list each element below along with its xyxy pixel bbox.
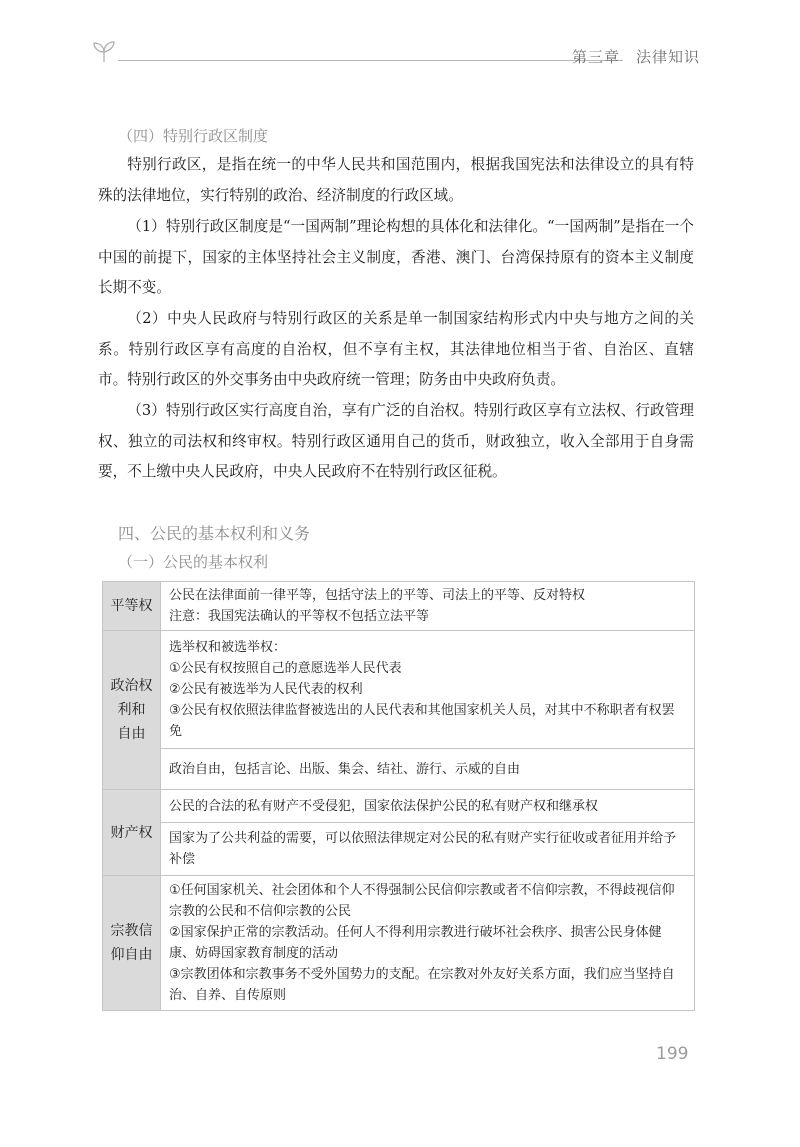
category-line: 仰自由: [110, 947, 153, 963]
chapter-title: 法律知识: [635, 48, 700, 66]
running-header: [100, 38, 700, 68]
religion-item: ②国家保护正常的宗教活动。任何人不得利用宗教进行破坏社会秩序、损害公民身体健康、妨碍国家教育制度的活动: [169, 925, 662, 961]
paragraph-sar-point-1: （1）特别行政区制度是“一国两制”理论构想的具体化和法律化。“一国两制”是指在一个中国的前提下，国家的主体坚持社会主义制度，香港、澳门、台湾保持原有的资本主义制度长期不变。: [98, 218, 694, 296]
chapter-label: [572, 46, 700, 67]
chapter-number: 第三章: [571, 48, 620, 66]
paragraph-sar-point-3: （3）特别行政区实行高度自治，享有广泛的自治权。特别行政区享有立法权、行政管理权、独立的司法权和终审权。特别行政区通用自己的货币，财政独立，收入全部用于自身需要，不上缴中央人民政府，中央人民政府不在特别行政区征税。: [98, 402, 694, 480]
election-rights-title: 选举权和被选举权：: [169, 640, 287, 655]
property-expropriation-description: 国家为了公共利益的需要，可以依照法律规定对公民的私有财产实行征收或者征用并给予补偿: [161, 823, 695, 876]
table-row: [103, 631, 695, 749]
category-line: 自由: [117, 726, 146, 742]
paragraph-sar-point-2: （2）中央人民政府与特别行政区的关系是单一制国家结构形式内中央与地方之间的关系。特别行政区享有高度的自治权，但不享有主权，其法律地位相当于省、自治区、直辖市。特别行政区的外交事务由中央政府统一管理；防务由中央政府负责。: [98, 310, 694, 388]
election-rights-item: ①公民有权按照自己的意愿选举人民代表: [169, 661, 402, 676]
election-rights-description: [161, 631, 695, 749]
category-property: 财产权: [103, 790, 161, 876]
table-row: [103, 749, 695, 790]
religion-item: ③宗教团体和宗教事务不受外国势力的支配。在宗教对外友好关系方面，我们应当坚持自治、自养、自传原则: [169, 967, 675, 1003]
election-rights-item: ③公民有权依照法律监督被选出的人民代表和其他国家机关人员，对其中不称职者有权罢免: [169, 703, 675, 739]
table-row: [103, 790, 695, 823]
header-rule: [118, 60, 623, 61]
category-line: 政治权: [110, 678, 153, 694]
category-line: 宗教信: [110, 923, 153, 939]
equality-line: 公民在法律面前一律平等，包括守法上的平等、司法上的平等、反对特权: [169, 588, 586, 603]
table-row: [103, 823, 695, 876]
political-freedom-description: 政治自由，包括言论、出版、集会、结社、游行、示威的自由: [161, 749, 695, 790]
page-number: 199: [656, 1044, 689, 1064]
paragraph-sar-definition: 特别行政区，是指在统一的中华人民共和国范围内，根据我国宪法和法律设立的具有特殊的法律地位，实行特别的政治、经济制度的行政区域。: [98, 156, 694, 204]
subsection-heading-sar: （四）特别行政区制度: [118, 127, 269, 145]
basic-rights-table: [102, 581, 695, 1011]
category-religion: [103, 876, 161, 1011]
category-line: 利和: [117, 702, 146, 718]
election-rights-item: ②公民有被选举为人民代表的权利: [169, 682, 363, 697]
table-row: [103, 582, 695, 631]
equality-description: [161, 582, 695, 631]
property-protection-description: 公民的合法的私有财产不受侵犯，国家依法保护公民的私有财产权和继承权: [161, 790, 695, 823]
equality-note: 注意：我国宪法确认的平等权不包括立法平等: [169, 609, 430, 624]
table-row: [103, 876, 695, 1011]
sprout-icon: [92, 40, 118, 64]
religion-description: [161, 876, 695, 1011]
section-heading-rights-duties: 四、公民的基本权利和义务: [118, 524, 311, 543]
category-equality: 平等权: [103, 582, 161, 631]
subsection-heading-basic-rights: （一）公民的基本权利: [118, 553, 269, 571]
religion-item: ①任何国家机关、社会团体和个人不得强制公民信仰宗教或者不信仰宗教，不得歧视信仰宗教的公民和不信仰宗教的公民: [169, 883, 675, 919]
category-political: [103, 631, 161, 790]
